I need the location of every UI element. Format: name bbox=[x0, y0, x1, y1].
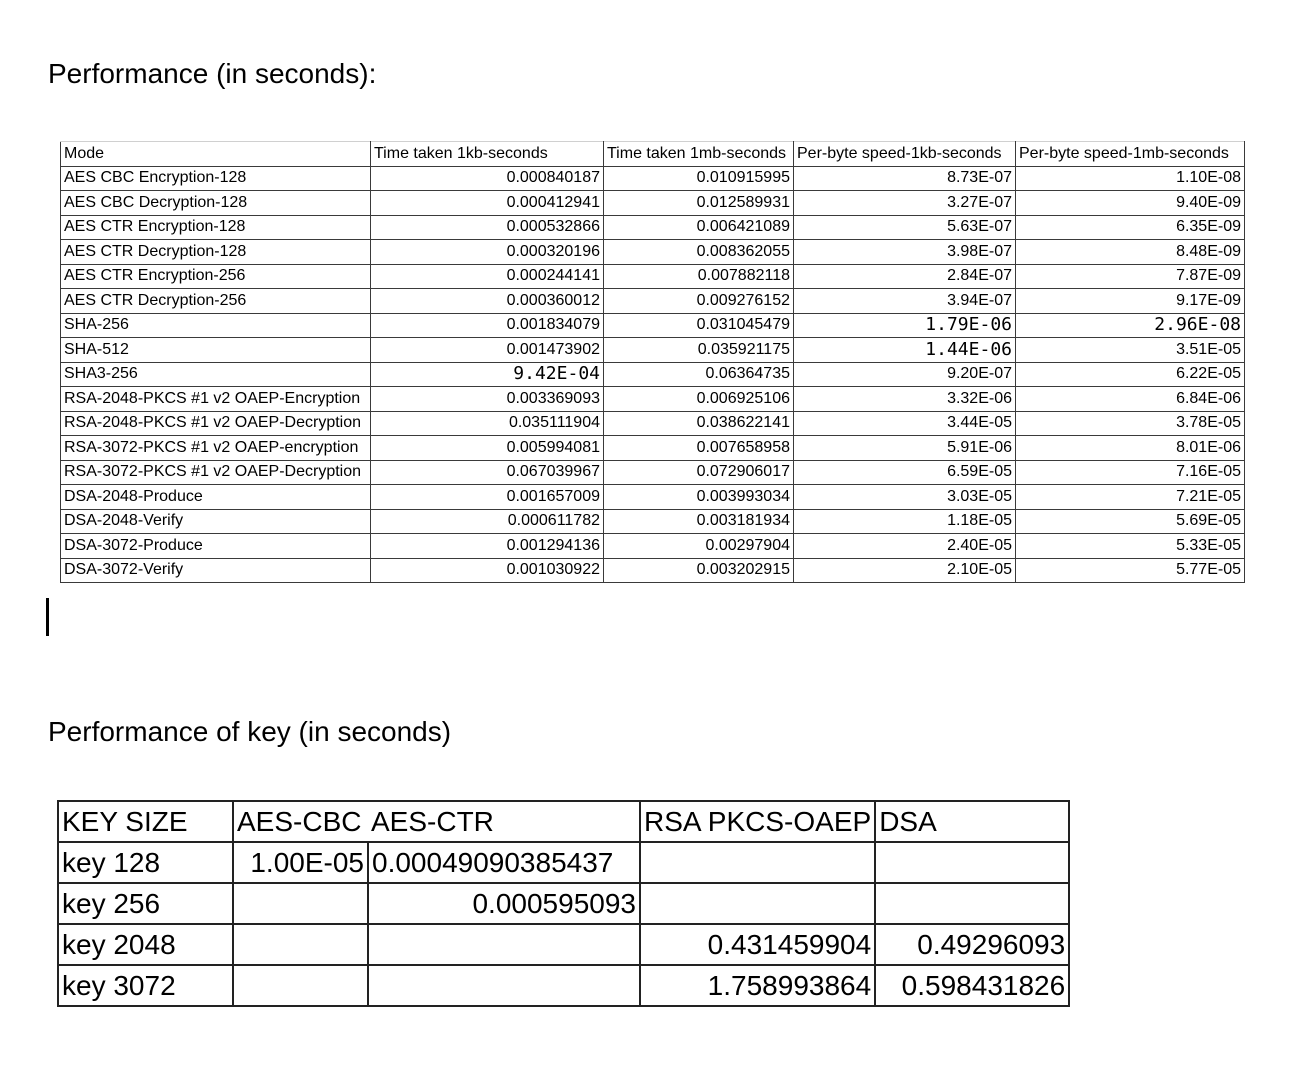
value-cell: 0.000840187 bbox=[371, 166, 604, 191]
value-cell: 5.69E-05 bbox=[1016, 509, 1245, 534]
value-cell: 0.035921175 bbox=[604, 338, 794, 363]
value-cell: 8.48E-09 bbox=[1016, 240, 1245, 265]
value-cell: 0.003202915 bbox=[604, 558, 794, 583]
value-cell: 0.598431826 bbox=[875, 965, 1069, 1006]
value-cell: 1.44E-06 bbox=[794, 338, 1016, 363]
table-row bbox=[61, 534, 1245, 559]
value-cell: 1.18E-05 bbox=[794, 509, 1016, 534]
value-cell: 6.59E-05 bbox=[794, 460, 1016, 485]
value-cell: 2.40E-05 bbox=[794, 534, 1016, 559]
value-cell: 0.49296093 bbox=[875, 924, 1069, 965]
mode-cell: AES CTR Encryption-256 bbox=[61, 264, 371, 289]
mode-cell: SHA3-256 bbox=[61, 362, 371, 387]
column-header: Time taken 1kb-seconds bbox=[371, 142, 604, 167]
mode-cell: AES CTR Decryption-256 bbox=[61, 289, 371, 314]
mode-cell: SHA-256 bbox=[61, 313, 371, 338]
value-cell: 9.42E-04 bbox=[371, 362, 604, 387]
column-header: KEY SIZE bbox=[58, 801, 233, 842]
mode-cell: RSA-3072-PKCS #1 v2 OAEP-Decryption bbox=[61, 460, 371, 485]
value-cell bbox=[368, 924, 640, 965]
value-cell: 0.007658958 bbox=[604, 436, 794, 461]
value-cell: 0.031045479 bbox=[604, 313, 794, 338]
table-row bbox=[61, 558, 1245, 583]
value-cell: 0.009276152 bbox=[604, 289, 794, 314]
table-row bbox=[61, 436, 1245, 461]
table-row bbox=[58, 924, 1069, 965]
value-cell: 0.000611782 bbox=[371, 509, 604, 534]
column-header: AES-CBC bbox=[233, 801, 368, 842]
value-cell: 0.001657009 bbox=[371, 485, 604, 510]
table-row bbox=[61, 485, 1245, 510]
value-cell: 0.035111904 bbox=[371, 411, 604, 436]
table-row bbox=[61, 460, 1245, 485]
value-cell: 0.00049090385437 bbox=[368, 842, 640, 883]
table-row bbox=[61, 289, 1245, 314]
value-cell: 0.003993034 bbox=[604, 485, 794, 510]
value-cell: 0.000320196 bbox=[371, 240, 604, 265]
value-cell bbox=[233, 965, 368, 1006]
value-cell bbox=[368, 965, 640, 1006]
mode-cell: DSA-3072-Produce bbox=[61, 534, 371, 559]
table-row bbox=[61, 338, 1245, 363]
section-title-key-performance: Performance of key (in seconds) bbox=[48, 716, 452, 747]
value-cell: 5.91E-06 bbox=[794, 436, 1016, 461]
value-cell: 8.01E-06 bbox=[1016, 436, 1245, 461]
value-cell: 1.758993864 bbox=[640, 965, 875, 1006]
value-cell: 6.84E-06 bbox=[1016, 387, 1245, 412]
value-cell: 3.44E-05 bbox=[794, 411, 1016, 436]
value-cell: 0.001473902 bbox=[371, 338, 604, 363]
value-cell: 1.79E-06 bbox=[794, 313, 1016, 338]
value-cell: 0.431459904 bbox=[640, 924, 875, 965]
value-cell bbox=[640, 842, 875, 883]
value-cell: 2.84E-07 bbox=[794, 264, 1016, 289]
performance-table bbox=[60, 141, 1245, 583]
value-cell: 0.072906017 bbox=[604, 460, 794, 485]
key-size-cell: key 3072 bbox=[58, 965, 233, 1006]
table-row bbox=[58, 965, 1069, 1006]
value-cell: 0.005994081 bbox=[371, 436, 604, 461]
table-row bbox=[61, 387, 1245, 412]
mode-cell: AES CTR Decryption-128 bbox=[61, 240, 371, 265]
text-cursor bbox=[46, 598, 49, 636]
table-header-row bbox=[61, 142, 1245, 167]
mode-cell: RSA-2048-PKCS #1 v2 OAEP-Decryption bbox=[61, 411, 371, 436]
column-header: Time taken 1mb-seconds bbox=[604, 142, 794, 167]
value-cell: 3.78E-05 bbox=[1016, 411, 1245, 436]
value-cell bbox=[233, 883, 368, 924]
column-header: Per-byte speed-1mb-seconds bbox=[1016, 142, 1245, 167]
value-cell: 9.17E-09 bbox=[1016, 289, 1245, 314]
key-performance-table bbox=[57, 800, 1070, 1007]
value-cell: 3.27E-07 bbox=[794, 191, 1016, 216]
mode-cell: SHA-512 bbox=[61, 338, 371, 363]
value-cell: 0.006421089 bbox=[604, 215, 794, 240]
table-row bbox=[61, 362, 1245, 387]
value-cell: 0.001030922 bbox=[371, 558, 604, 583]
column-header: AES-CTR bbox=[368, 801, 640, 842]
value-cell: 7.87E-09 bbox=[1016, 264, 1245, 289]
table-row bbox=[61, 509, 1245, 534]
mode-cell: DSA-3072-Verify bbox=[61, 558, 371, 583]
key-size-cell: key 128 bbox=[58, 842, 233, 883]
table-row bbox=[58, 842, 1069, 883]
value-cell: 0.000360012 bbox=[371, 289, 604, 314]
table-row bbox=[61, 411, 1245, 436]
value-cell: 0.00297904 bbox=[604, 534, 794, 559]
mode-cell: AES CTR Encryption-128 bbox=[61, 215, 371, 240]
value-cell: 2.10E-05 bbox=[794, 558, 1016, 583]
value-cell: 0.008362055 bbox=[604, 240, 794, 265]
value-cell bbox=[640, 883, 875, 924]
value-cell: 0.06364735 bbox=[604, 362, 794, 387]
value-cell: 0.000244141 bbox=[371, 264, 604, 289]
column-header: RSA PKCS-OAEP bbox=[640, 801, 875, 842]
table-row bbox=[61, 191, 1245, 216]
value-cell: 0.000412941 bbox=[371, 191, 604, 216]
key-size-cell: key 2048 bbox=[58, 924, 233, 965]
mode-cell: RSA-3072-PKCS #1 v2 OAEP-encryption bbox=[61, 436, 371, 461]
value-cell: 6.22E-05 bbox=[1016, 362, 1245, 387]
column-header: DSA bbox=[875, 801, 1069, 842]
mode-cell: RSA-2048-PKCS #1 v2 OAEP-Encryption bbox=[61, 387, 371, 412]
value-cell: 2.96E-08 bbox=[1016, 313, 1245, 338]
value-cell: 1.10E-08 bbox=[1016, 166, 1245, 191]
value-cell: 5.77E-05 bbox=[1016, 558, 1245, 583]
value-cell: 0.007882118 bbox=[604, 264, 794, 289]
table-row bbox=[61, 166, 1245, 191]
value-cell: 6.35E-09 bbox=[1016, 215, 1245, 240]
value-cell bbox=[875, 842, 1069, 883]
value-cell: 0.003369093 bbox=[371, 387, 604, 412]
table-row bbox=[58, 883, 1069, 924]
value-cell bbox=[875, 883, 1069, 924]
value-cell: 1.00E-05 bbox=[233, 842, 368, 883]
table-row bbox=[61, 264, 1245, 289]
value-cell: 3.03E-05 bbox=[794, 485, 1016, 510]
key-size-cell: key 256 bbox=[58, 883, 233, 924]
section-title-performance: Performance (in seconds): bbox=[48, 58, 377, 89]
column-header: Per-byte speed-1kb-seconds bbox=[794, 142, 1016, 167]
mode-cell: AES CBC Encryption-128 bbox=[61, 166, 371, 191]
value-cell: 3.51E-05 bbox=[1016, 338, 1245, 363]
value-cell: 0.001294136 bbox=[371, 534, 604, 559]
value-cell: 5.33E-05 bbox=[1016, 534, 1245, 559]
value-cell: 0.038622141 bbox=[604, 411, 794, 436]
value-cell: 5.63E-07 bbox=[794, 215, 1016, 240]
value-cell: 7.16E-05 bbox=[1016, 460, 1245, 485]
table-row bbox=[61, 313, 1245, 338]
value-cell: 0.006925106 bbox=[604, 387, 794, 412]
value-cell: 0.012589931 bbox=[604, 191, 794, 216]
value-cell: 3.98E-07 bbox=[794, 240, 1016, 265]
mode-cell: DSA-2048-Verify bbox=[61, 509, 371, 534]
value-cell: 0.010915995 bbox=[604, 166, 794, 191]
value-cell: 0.003181934 bbox=[604, 509, 794, 534]
mode-cell: DSA-2048-Produce bbox=[61, 485, 371, 510]
table-row bbox=[61, 215, 1245, 240]
column-header: Mode bbox=[61, 142, 371, 167]
value-cell: 0.001834079 bbox=[371, 313, 604, 338]
table-header-row bbox=[58, 801, 1069, 842]
value-cell: 9.20E-07 bbox=[794, 362, 1016, 387]
mode-cell: AES CBC Decryption-128 bbox=[61, 191, 371, 216]
value-cell: 3.32E-06 bbox=[794, 387, 1016, 412]
value-cell: 8.73E-07 bbox=[794, 166, 1016, 191]
value-cell bbox=[233, 924, 368, 965]
value-cell: 9.40E-09 bbox=[1016, 191, 1245, 216]
value-cell: 0.000532866 bbox=[371, 215, 604, 240]
value-cell: 3.94E-07 bbox=[794, 289, 1016, 314]
value-cell: 0.000595093 bbox=[368, 883, 640, 924]
table-row bbox=[61, 240, 1245, 265]
value-cell: 0.067039967 bbox=[371, 460, 604, 485]
value-cell: 7.21E-05 bbox=[1016, 485, 1245, 510]
